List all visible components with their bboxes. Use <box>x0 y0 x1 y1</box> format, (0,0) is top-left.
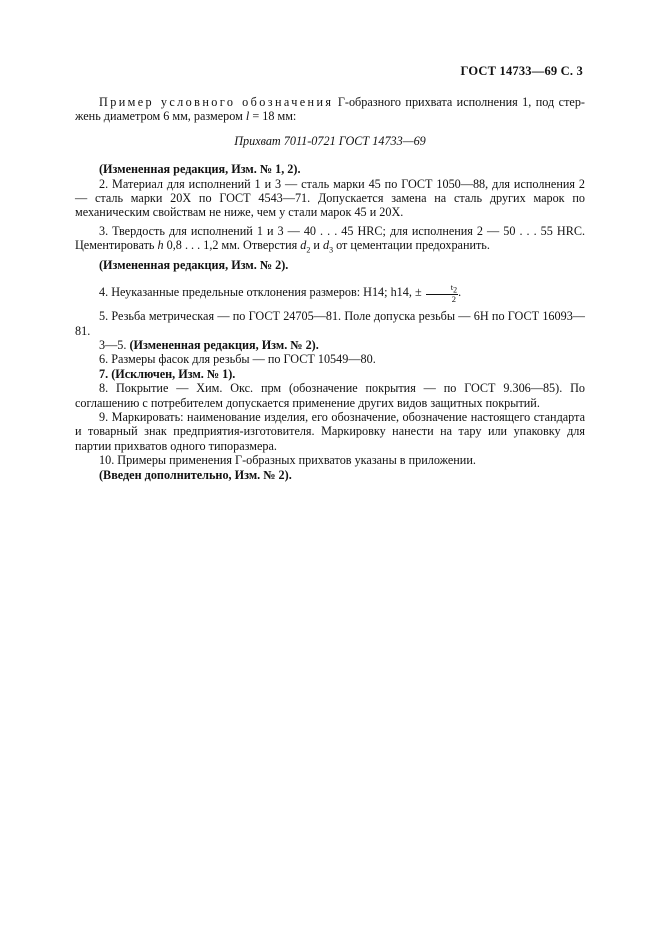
item-2: 2. Материал для исполнений 1 и 3 — сталь марки 45 по ГОСТ 1050—88, для исполнения 2 — сталь марки 20Х по ГОСТ 4543—71. Допускается замена на сталь других марок по механическим свойствам не ниже, чем у стали марок 45 и 20Х. <box>75 176 585 220</box>
example-lead: Пример условного обозначения <box>99 95 334 109</box>
var-l: l <box>245 109 250 124</box>
var-d3-sub: 3 <box>329 245 334 255</box>
item-4-tail: . <box>458 284 462 299</box>
item-4-text: 4. Неуказанные предельные отклонения размеров: H14; h14, ± <box>99 284 425 299</box>
fraction-denominator: 2 <box>451 294 456 305</box>
item-7: 7. (Исключен, Изм. № 1). <box>99 366 236 381</box>
var-d2: d <box>300 238 307 253</box>
item-3-5-note: (Измененная редакция, Изм. № 2). <box>129 338 319 352</box>
amendment-note-2: (Измененная редакция, Изм. № 2). <box>99 258 289 273</box>
var-h: h <box>157 238 164 253</box>
item-3-text-a: 3. Твердость для исполнений 1 и 3 — 40 . . . 45 HRC; для исполнения 2 — 50 . . . 55 HRC. Цементировать <box>75 223 585 253</box>
var-d3: d <box>322 238 330 253</box>
item-3-text-b: 0,8 . . . 1,2 мм. Отверстия <box>163 238 301 253</box>
item-3 <box>75 224 585 258</box>
item-5: 5. Резьба метрическая — по ГОСТ 24705—81. Поле допуска резьбы — 6Н по ГОСТ 16093—81. <box>75 309 585 338</box>
var-d2-sub: 2 <box>306 245 311 255</box>
item-6: 6. Размеры фасок для резьбы — по ГОСТ 10549—80. <box>99 352 376 367</box>
item-10: 10. Примеры применения Г-образных прихватов указаны в приложении. <box>99 453 476 468</box>
document-body <box>75 95 585 482</box>
amendment-note-1: (Измененная редакция, Изм. № 1, 2). <box>99 162 301 177</box>
page-header: ГОСТ 14733—69 С. 3 <box>460 64 583 78</box>
fraction-numerator-sub: 2 <box>453 285 458 295</box>
example-text-a: Г-образного прихвата исполнения 1, под стержень диаметром 6 мм, размером <box>75 95 585 124</box>
tolerance-fraction <box>426 283 458 304</box>
item-3-5-prefix: 3—5. <box>99 338 130 352</box>
item-3-text-d: от цементации предохранить. <box>333 238 490 253</box>
item-8: 8. Покрытие — Хим. Окс. прм (обозначение покрытия — по ГОСТ 9.306—85). По соглашению с потребителем допускается применение других видов защитных покрытий. <box>75 381 585 410</box>
example-text-b: = 18 мм: <box>249 109 297 124</box>
example-paragraph <box>75 95 585 124</box>
item-3-text-c: и <box>310 238 323 253</box>
item-3-5 <box>75 338 585 352</box>
fraction-numerator-t: t <box>450 281 454 292</box>
item-9: 9. Маркировать: наименование изделия, его обозначение, обозначение настоящего стандарта и товарный знак предприятия-изготовителя. Маркировку нанести на тару или упаковку для партии прихватов одного типоразмера. <box>75 410 585 453</box>
designation-example: Прихват 7011-0721 ГОСТ 14733—69 <box>234 133 426 148</box>
amendment-note-3: (Введен дополнительно, Изм. № 2). <box>99 467 292 482</box>
item-4 <box>75 283 585 304</box>
